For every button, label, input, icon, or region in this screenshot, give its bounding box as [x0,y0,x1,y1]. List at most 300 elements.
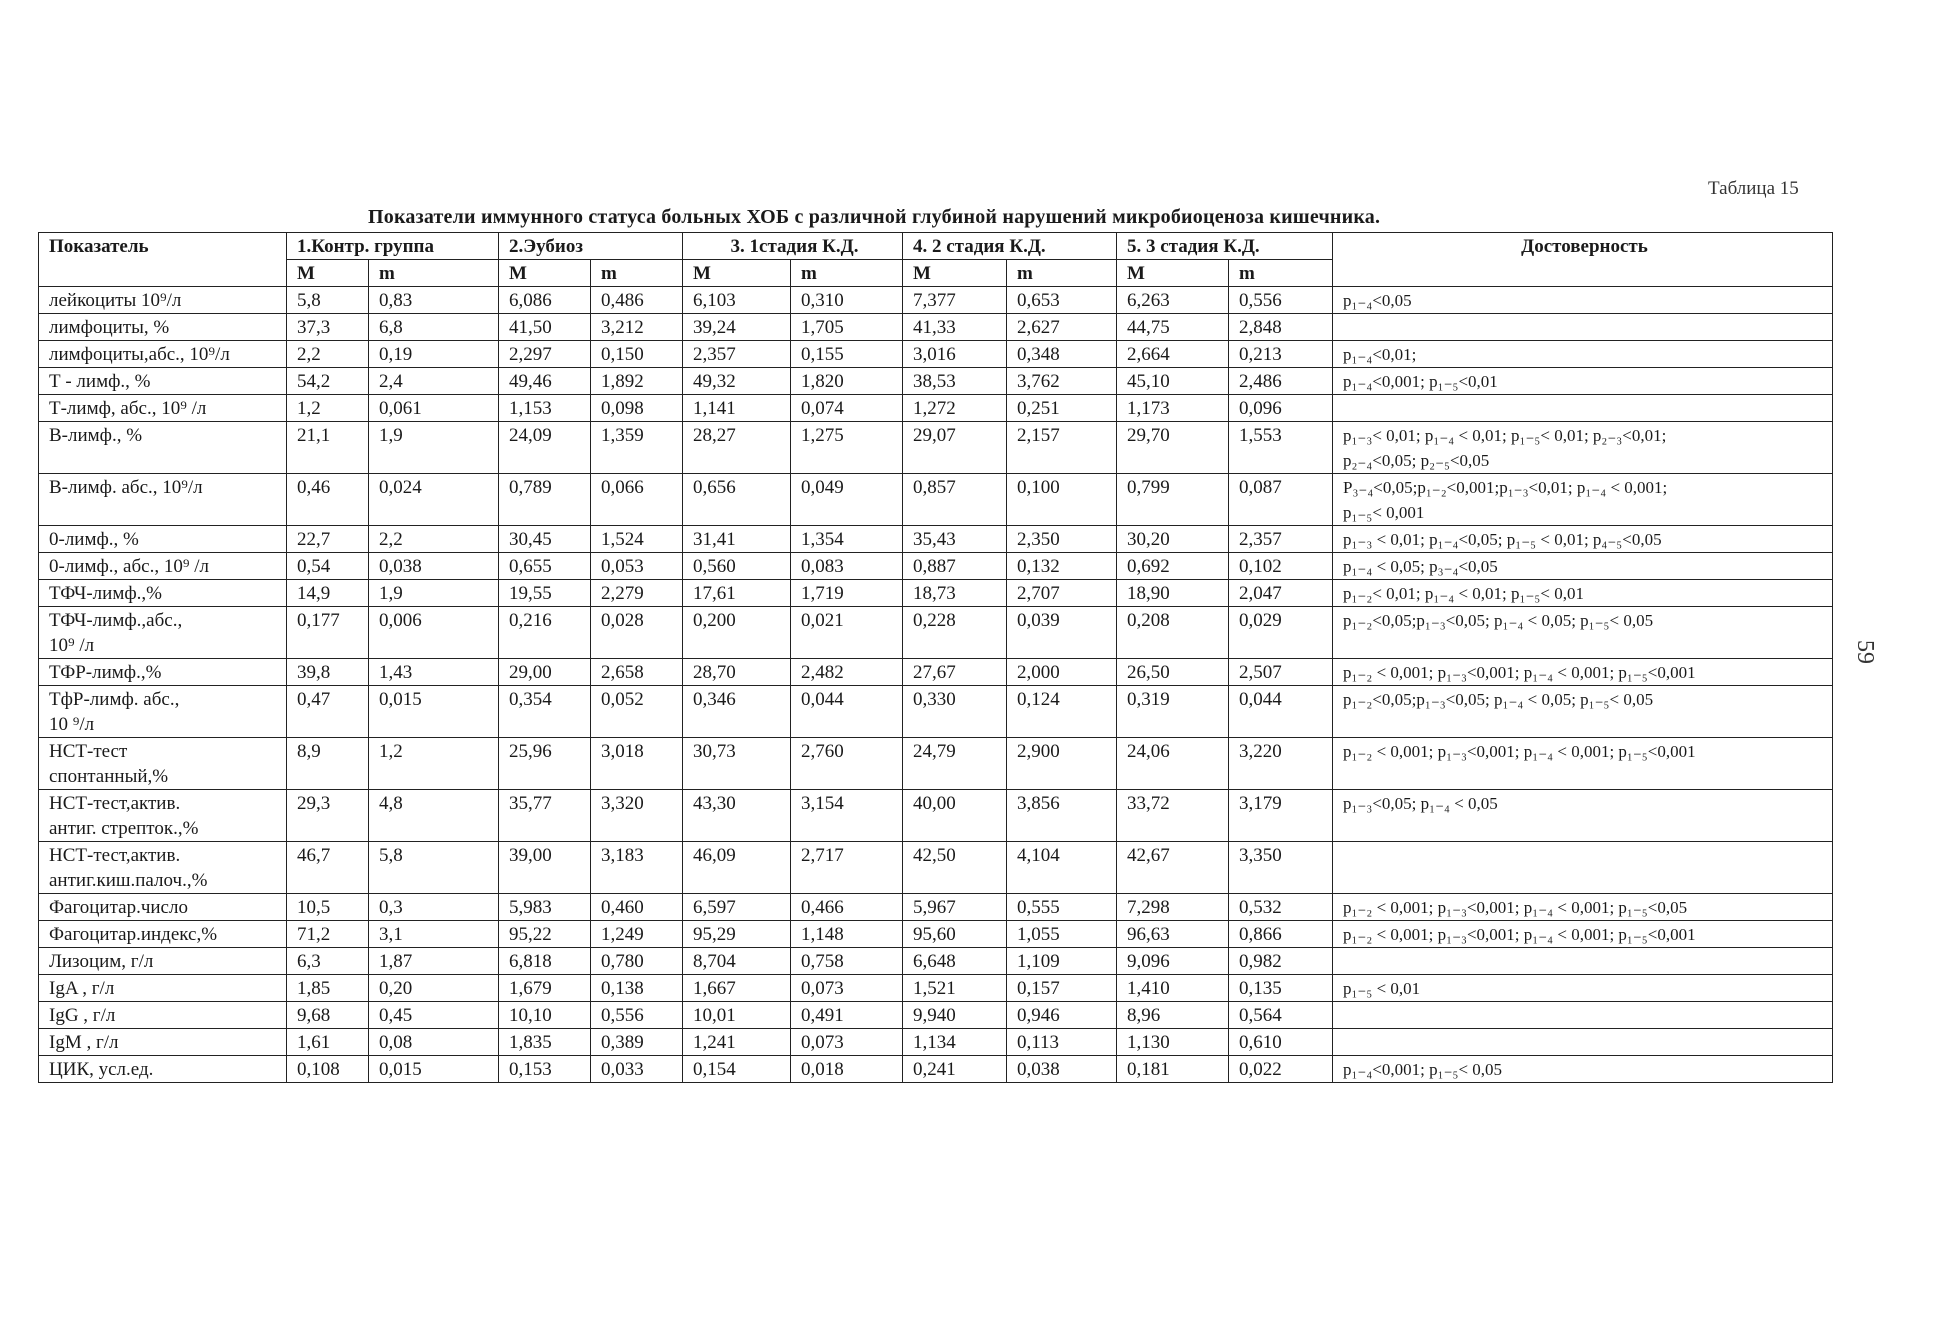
indicator-name: Т-лимф, абс., 10⁹ /л [49,398,207,419]
cell-error: 0,564 [1229,1002,1333,1029]
table-row [39,422,1833,474]
cell-mean: 7,377 [903,287,1007,314]
cell-significance [1333,842,1833,894]
table-row [39,738,1833,790]
table-row [39,921,1833,948]
cell-mean: 24,06 [1117,738,1229,790]
cell-error: 0,015 [369,686,499,738]
indicator-name: Т - лимф., % [49,371,151,392]
cell-error: 2,357 [1229,526,1333,553]
cell-significance [1333,474,1833,526]
table-row [39,975,1833,1002]
table-row [39,948,1833,975]
indicator-name: ЦИК, усл.ед. [49,1059,154,1080]
indicator-name: ТФР-лимф.,% [49,662,162,683]
header-group-3: 3. 1стадия К.Д. [683,233,903,260]
cell-mean: 0,692 [1117,553,1229,580]
cell-mean: 6,818 [499,948,591,975]
cell-mean: 26,50 [1117,659,1229,686]
cell-error: 0,073 [791,1029,903,1056]
cell-error: 0,124 [1007,686,1117,738]
cell-error: 0,3 [369,894,499,921]
cell-error: 0,460 [591,894,683,921]
p-value-line: p₁₋₃< 0,01; p₁₋₄ < 0,01; p₁₋₅< 0,01; p₂₋₃<0,01; [1343,426,1667,445]
cell-error: 0,029 [1229,607,1333,659]
p-value-line: p₁₋₂ < 0,001; p₁₋₃<0,001; p₁₋₄ < 0,001; p₁₋₅<0,05 [1343,898,1688,917]
cell-error: 3,179 [1229,790,1333,842]
header-mean: M [903,260,1007,287]
cell-error: 1,892 [591,368,683,395]
cell-mean: 1,85 [287,975,369,1002]
cell-error: 0,866 [1229,921,1333,948]
cell-error: 0,087 [1229,474,1333,526]
cell-error: 0,039 [1007,607,1117,659]
indicator-name-unit: 10 ⁹/л [49,714,95,735]
p-value-line: p₁₋₂ < 0,001; p₁₋₃<0,001; p₁₋₄ < 0,001; p₁₋₅<0,001 [1343,663,1696,682]
cell-mean: 5,967 [903,894,1007,921]
p-value-line: p₁₋₄ < 0,05; p₃₋₄<0,05 [1343,557,1498,576]
table-row [39,314,1833,341]
cell-significance [1333,921,1833,948]
p-value-line: p₁₋₂<0,05;p₁₋₃<0,05; p₁₋₄ < 0,05; p₁₋₅< 0,05 [1343,690,1654,709]
cell-mean: 6,648 [903,948,1007,975]
cell-error: 1,524 [591,526,683,553]
cell-mean: 30,73 [683,738,791,790]
indicator-name: 0-лимф., % [49,529,139,550]
cell-error: 0,310 [791,287,903,314]
cell-mean: 2,2 [287,341,369,368]
indicator-name: лимфоциты,абс., 10⁹/л [49,344,230,365]
cell-mean: 7,298 [1117,894,1229,921]
cell-error: 0,038 [369,553,499,580]
cell-mean: 40,00 [903,790,1007,842]
cell-error: 0,052 [591,686,683,738]
cell-significance [1333,314,1833,341]
cell-mean: 0,153 [499,1056,591,1083]
cell-error: 1,87 [369,948,499,975]
cell-mean: 71,2 [287,921,369,948]
cell-error: 1,820 [791,368,903,395]
cell-error: 0,251 [1007,395,1117,422]
cell-mean: 96,63 [1117,921,1229,948]
cell-significance [1333,1056,1833,1083]
cell-error: 0,20 [369,975,499,1002]
indicator-name-unit: 10⁹ /л [49,635,95,656]
p-value-line: p₂₋₄<0,05; p₂₋₅<0,05 [1343,451,1490,470]
cell-mean: 1,241 [683,1029,791,1056]
cell-error: 0,074 [791,395,903,422]
table-row [39,1029,1833,1056]
table-body [39,287,1833,1083]
cell-error: 0,556 [591,1002,683,1029]
cell-error: 0,466 [791,894,903,921]
cell-error: 2,482 [791,659,903,686]
cell-error: 0,073 [791,975,903,1002]
p-value-line: p₁₋₂ < 0,001; p₁₋₃<0,001; p₁₋₄ < 0,001; p₁₋₅<0,001 [1343,742,1696,761]
row-indicator [39,580,287,607]
header-group-5: 5. 3 стадия К.Д. [1117,233,1333,260]
p-value-line: p₁₋₄<0,001; p₁₋₅<0,01 [1343,372,1498,391]
cell-error: 0,556 [1229,287,1333,314]
cell-significance [1333,686,1833,738]
cell-mean: 46,09 [683,842,791,894]
cell-error: 0,018 [791,1056,903,1083]
cell-error: 2,717 [791,842,903,894]
cell-error: 0,982 [1229,948,1333,975]
cell-mean: 9,940 [903,1002,1007,1029]
cell-mean: 0,887 [903,553,1007,580]
table-row [39,659,1833,686]
cell-significance [1333,738,1833,790]
cell-mean: 28,70 [683,659,791,686]
indicator-name-unit: антиг. стрепток.,% [49,818,199,839]
header-error: m [591,260,683,287]
cell-error: 2,707 [1007,580,1117,607]
cell-significance [1333,1029,1833,1056]
cell-error: 0,038 [1007,1056,1117,1083]
cell-error: 0,157 [1007,975,1117,1002]
indicator-name: IgM , г/л [49,1032,119,1053]
cell-error: 0,348 [1007,341,1117,368]
row-indicator [39,975,287,1002]
cell-error: 1,249 [591,921,683,948]
cell-mean: 0,47 [287,686,369,738]
row-indicator [39,659,287,686]
table-row [39,1056,1833,1083]
cell-mean: 18,90 [1117,580,1229,607]
cell-significance [1333,948,1833,975]
cell-error: 1,275 [791,422,903,474]
cell-mean: 10,01 [683,1002,791,1029]
cell-mean: 0,789 [499,474,591,526]
immune-status-table [38,232,1833,1083]
cell-error: 0,066 [591,474,683,526]
cell-mean: 1,272 [903,395,1007,422]
cell-error: 3,018 [591,738,683,790]
table-row [39,553,1833,580]
cell-error: 0,102 [1229,553,1333,580]
cell-error: 3,350 [1229,842,1333,894]
cell-error: 0,83 [369,287,499,314]
cell-mean: 8,9 [287,738,369,790]
header-significance: Достоверность [1333,233,1833,287]
cell-error: 0,021 [791,607,903,659]
cell-error: 2,2 [369,526,499,553]
cell-mean: 29,3 [287,790,369,842]
header-group-4: 4. 2 стадия К.Д. [903,233,1117,260]
cell-significance [1333,894,1833,921]
indicator-name-unit: спонтанный,% [49,766,169,787]
p-value-line: p₁₋₄<0,05 [1343,291,1412,310]
p-value-line: p₁₋₃ < 0,01; p₁₋₄<0,05; p₁₋₅ < 0,01; p₄₋₅<0,05 [1343,530,1662,549]
row-indicator [39,948,287,975]
cell-error: 0,022 [1229,1056,1333,1083]
table-row [39,395,1833,422]
cell-error: 0,45 [369,1002,499,1029]
cell-error: 0,015 [369,1056,499,1083]
cell-error: 0,061 [369,395,499,422]
cell-error: 0,096 [1229,395,1333,422]
row-indicator [39,1056,287,1083]
cell-mean: 1,521 [903,975,1007,1002]
indicator-name: лейкоциты 10⁹/л [49,290,182,311]
indicator-name: НСТ-тест,актив. [49,845,181,866]
cell-mean: 95,29 [683,921,791,948]
cell-significance [1333,659,1833,686]
cell-mean: 6,263 [1117,287,1229,314]
cell-mean: 39,24 [683,314,791,341]
cell-mean: 1,173 [1117,395,1229,422]
indicator-name: ТФЧ-лимф.,абс., [49,610,183,631]
cell-error: 1,148 [791,921,903,948]
cell-significance [1333,975,1833,1002]
header-group-1: 1.Контр. группа [287,233,499,260]
cell-mean: 0,228 [903,607,1007,659]
header-mean: M [1117,260,1229,287]
indicator-name: IgG , г/л [49,1005,116,1026]
cell-mean: 0,54 [287,553,369,580]
cell-error: 1,43 [369,659,499,686]
row-indicator [39,526,287,553]
cell-mean: 42,50 [903,842,1007,894]
cell-error: 1,359 [591,422,683,474]
row-indicator [39,842,287,894]
row-indicator [39,553,287,580]
cell-mean: 44,75 [1117,314,1229,341]
cell-error: 1,719 [791,580,903,607]
cell-error: 0,132 [1007,553,1117,580]
cell-significance [1333,395,1833,422]
cell-error: 0,053 [591,553,683,580]
cell-error: 2,350 [1007,526,1117,553]
cell-mean: 6,103 [683,287,791,314]
table-row [39,341,1833,368]
cell-mean: 0,46 [287,474,369,526]
cell-error: 1,109 [1007,948,1117,975]
cell-error: 0,758 [791,948,903,975]
cell-error: 1,9 [369,580,499,607]
indicator-name: В-лимф., % [49,425,143,446]
header-mean: M [683,260,791,287]
cell-error: 0,486 [591,287,683,314]
cell-mean: 95,22 [499,921,591,948]
cell-mean: 1,130 [1117,1029,1229,1056]
cell-mean: 24,79 [903,738,1007,790]
cell-mean: 3,016 [903,341,1007,368]
cell-mean: 6,086 [499,287,591,314]
table-row [39,580,1833,607]
cell-mean: 14,9 [287,580,369,607]
p-value-line: p₁₋₅ < 0,01 [1343,979,1421,998]
indicator-name: НСТ-тест,актив. [49,793,181,814]
p-value-line: p₁₋₅< 0,001 [1343,503,1425,522]
cell-significance [1333,1002,1833,1029]
cell-mean: 9,096 [1117,948,1229,975]
cell-mean: 2,664 [1117,341,1229,368]
header-error: m [1229,260,1333,287]
cell-error: 0,150 [591,341,683,368]
cell-error: 2,848 [1229,314,1333,341]
cell-error: 2,047 [1229,580,1333,607]
cell-mean: 1,667 [683,975,791,1002]
cell-error: 6,8 [369,314,499,341]
cell-error: 0,100 [1007,474,1117,526]
cell-mean: 49,46 [499,368,591,395]
cell-mean: 1,410 [1117,975,1229,1002]
cell-mean: 33,72 [1117,790,1229,842]
cell-mean: 22,7 [287,526,369,553]
row-indicator [39,422,287,474]
p-value-line: p₁₋₃<0,05; p₁₋₄ < 0,05 [1343,794,1498,813]
cell-mean: 39,8 [287,659,369,686]
row-indicator [39,1029,287,1056]
cell-error: 0,389 [591,1029,683,1056]
row-indicator [39,607,287,659]
cell-significance [1333,580,1833,607]
cell-error: 1,354 [791,526,903,553]
cell-error: 0,946 [1007,1002,1117,1029]
cell-error: 0,083 [791,553,903,580]
row-indicator [39,368,287,395]
cell-mean: 21,1 [287,422,369,474]
cell-error: 3,212 [591,314,683,341]
cell-error: 3,762 [1007,368,1117,395]
cell-error: 0,138 [591,975,683,1002]
cell-mean: 35,77 [499,790,591,842]
cell-error: 0,135 [1229,975,1333,1002]
table-row [39,368,1833,395]
cell-mean: 0,560 [683,553,791,580]
cell-mean: 29,07 [903,422,1007,474]
cell-error: 0,08 [369,1029,499,1056]
header-row-groups [39,233,1833,260]
indicator-name: ТФЧ-лимф.,% [49,583,162,604]
cell-mean: 0,656 [683,474,791,526]
cell-error: 2,4 [369,368,499,395]
row-indicator [39,686,287,738]
cell-mean: 0,857 [903,474,1007,526]
cell-error: 3,1 [369,921,499,948]
row-indicator [39,395,287,422]
row-indicator [39,894,287,921]
cell-error: 0,555 [1007,894,1117,921]
cell-error: 1,2 [369,738,499,790]
indicator-name: IgA , г/л [49,978,115,999]
cell-mean: 2,297 [499,341,591,368]
cell-error: 0,024 [369,474,499,526]
cell-error: 0,610 [1229,1029,1333,1056]
cell-mean: 8,96 [1117,1002,1229,1029]
cell-error: 1,705 [791,314,903,341]
p-value-line: p₁₋₂ < 0,001; p₁₋₃<0,001; p₁₋₄ < 0,001; p₁₋₅<0,001 [1343,925,1696,944]
cell-error: 4,8 [369,790,499,842]
cell-mean: 2,357 [683,341,791,368]
indicator-name: Фагоцитар.индекс,% [49,924,218,945]
cell-mean: 0,655 [499,553,591,580]
page-title: Показатели иммунного статуса больных ХОБ с различной глубиной нарушений микробиоценоза кишечника. [368,206,1381,228]
row-indicator [39,341,287,368]
cell-error: 0,033 [591,1056,683,1083]
cell-mean: 10,5 [287,894,369,921]
cell-significance [1333,422,1833,474]
indicator-name-unit: антиг.киш.палоч.,% [49,870,208,891]
cell-significance [1333,607,1833,659]
header-error: m [791,260,903,287]
p-value-line: p₁₋₂<0,05;p₁₋₃<0,05; p₁₋₄ < 0,05; p₁₋₅< 0,05 [1343,611,1654,630]
cell-error: 3,220 [1229,738,1333,790]
cell-mean: 0,181 [1117,1056,1229,1083]
row-indicator [39,738,287,790]
cell-mean: 25,96 [499,738,591,790]
header-mean: M [499,260,591,287]
cell-error: 5,8 [369,842,499,894]
header-mean: M [287,260,369,287]
cell-mean: 0,799 [1117,474,1229,526]
cell-error: 2,760 [791,738,903,790]
cell-mean: 6,597 [683,894,791,921]
table-row [39,790,1833,842]
cell-significance [1333,368,1833,395]
cell-error: 2,157 [1007,422,1117,474]
cell-error: 3,183 [591,842,683,894]
cell-error: 2,627 [1007,314,1117,341]
indicator-name: лимфоциты, % [49,317,170,338]
cell-significance [1333,553,1833,580]
cell-error: 0,532 [1229,894,1333,921]
cell-mean: 35,43 [903,526,1007,553]
indicator-name: ТфР-лимф. абс., [49,689,180,710]
cell-error: 2,900 [1007,738,1117,790]
cell-mean: 0,208 [1117,607,1229,659]
cell-mean: 0,319 [1117,686,1229,738]
indicator-name: 0-лимф., абс., 10⁹ /л [49,556,209,577]
row-indicator [39,287,287,314]
header-indicator: Показатель [39,233,287,287]
cell-mean: 5,983 [499,894,591,921]
indicator-name: НСТ-тест [49,741,128,762]
cell-error: 3,320 [591,790,683,842]
cell-error: 3,154 [791,790,903,842]
cell-mean: 31,41 [683,526,791,553]
cell-mean: 6,3 [287,948,369,975]
table-row [39,526,1833,553]
cell-mean: 9,68 [287,1002,369,1029]
cell-significance [1333,790,1833,842]
table-row [39,894,1833,921]
cell-mean: 41,50 [499,314,591,341]
cell-error: 0,006 [369,607,499,659]
cell-error: 2,486 [1229,368,1333,395]
cell-mean: 42,67 [1117,842,1229,894]
p-value-line: p₁₋₄<0,01; [1343,345,1417,364]
cell-mean: 1,153 [499,395,591,422]
cell-significance [1333,287,1833,314]
cell-error: 4,104 [1007,842,1117,894]
cell-mean: 54,2 [287,368,369,395]
cell-mean: 0,354 [499,686,591,738]
cell-error: 0,155 [791,341,903,368]
cell-mean: 0,216 [499,607,591,659]
cell-significance [1333,526,1833,553]
cell-error: 0,653 [1007,287,1117,314]
header-error: m [369,260,499,287]
cell-error: 0,113 [1007,1029,1117,1056]
table-row [39,287,1833,314]
cell-mean: 0,200 [683,607,791,659]
row-indicator [39,921,287,948]
header-group-2: 2.Эубиоз [499,233,683,260]
cell-mean: 17,61 [683,580,791,607]
